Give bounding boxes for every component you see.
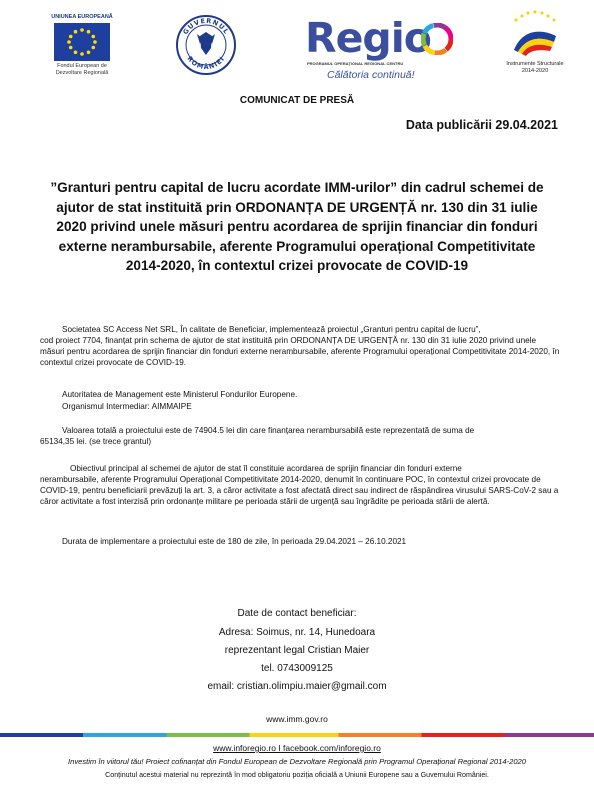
footer-links[interactable]: www.inforegio.ro I facebook.com/inforegio.ro: [213, 743, 381, 753]
contact-address: Adresa: Soimus, nr. 14, Hunedoara: [218, 627, 376, 638]
authority-line: Autoritatea de Management este Ministerul Fondurilor Europene.: [62, 390, 298, 399]
project-description-first-line: Societatea SC Access Net SRL, În calitate de Beneficiar, implementează proiectul „Granturi pentru capital de lucru”,: [62, 325, 481, 334]
government-seal-icon: [175, 14, 237, 76]
structural-instruments-icon: [500, 10, 570, 60]
regio-wordmark: Regio: [305, 14, 431, 62]
regio-logo: [305, 14, 455, 84]
objective-paragraph: [40, 463, 560, 507]
eu-logo-subtext-1: Fondul European de: [57, 63, 107, 69]
svg-text:ROMÂNIEI: ROMÂNIEI: [185, 54, 227, 72]
eu-logo: [44, 14, 120, 77]
contact-heading: Date de contact beneficiar:: [237, 608, 357, 619]
government-seal: [175, 14, 237, 76]
press-release-label: COMUNICAT DE PRESĂ: [239, 95, 355, 106]
eu-logo-subtext-2: Dezvoltare Regională: [55, 70, 109, 76]
project-description-paragraph: [40, 324, 560, 368]
contact-representative: reprezentant legal Cristian Maier: [224, 645, 370, 656]
footer-investment-line: Investim în viitorul tău! Proiect cofinanțat din Fondul European de Dezvoltare Regională prin Programul Operațional Regional 2014-2020: [67, 757, 526, 766]
contact-email[interactable]: email: cristian.olimpiu.maier@gmail.com: [207, 681, 387, 692]
intermediary-line: Organismul Intermediar: AIMMAIPE: [62, 402, 192, 411]
structural-instruments-caption: Instrumente Structurale 2014-2020: [506, 61, 564, 74]
regio-program-text: PROGRAMUL OPERAȚIONAL REGIONAL CENTRU: [307, 61, 404, 66]
project-value-paragraph: [40, 425, 560, 447]
footer-disclaimer: Conținutul acestui material nu reprezintă în mod obligatoriu poziția oficială a Uniunii Europene sau a Guvernului României.: [105, 771, 489, 779]
footer-color-bar: [0, 733, 594, 737]
svg-text:GUVERNUL: GUVERNUL: [181, 16, 231, 37]
eu-flag-icon: [54, 23, 110, 61]
project-value-line-1: Valoarea totală a proiectului este de 74904.5 lei din care finanțarea nerambursabilă este reprezentată de suma de: [62, 426, 475, 435]
regio-color-wheel-icon: [421, 23, 453, 55]
contact-phone: tel. 0743009125: [261, 663, 333, 674]
imm-website-link[interactable]: www.imm.gov.ro: [266, 714, 328, 724]
regio-tagline: Călătoria continuă!: [327, 69, 415, 81]
project-value-line-2: 65134,35 lei. (se trece grantul): [40, 437, 152, 446]
publication-date: Data publicării 29.04.2021: [405, 118, 558, 132]
document-headline: ”Granturi pentru capital de lucru acordate IMM-urilor” din cadrul schemei de ajutor de stat instituită prin ORDONANȚA DE URGENȚĂ nr. 130 din 31 iulie 2020 privind unele măsuri pentru acordarea de sprijin financiar din fonduri externe nerambursabile, aferente Programului operațional Competitivitate 2014-2020, în contextul crizei provocate de COVID-19: [50, 180, 544, 274]
objective-first-line: Obiectivul principal al schemei de ajutor de stat îl constituie acordarea de sprijin financiar din fonduri externe: [70, 464, 462, 473]
project-description-rest: cod proiect 7704, finanțat prin schema de ajutor de stat instituită prin ORDONANȚA DE URGENȚĂ nr. 130 din 31 iulie 2020 privind unele măsuri pentru acordarea de sprijin financiar din fonduri externe nerambursabile, aferente Programului operațional Competitivitate 2014-2020, în contextul crizei provocate de COVID-19.: [40, 336, 560, 367]
structural-instruments-logo: [500, 10, 570, 80]
eu-logo-top-text: UNIUNEA EUROPEANĂ: [51, 14, 113, 20]
duration-line: Durata de implementare a proiectului este de 180 de zile, în perioada 29.04.2021 – 26.10.2021: [62, 537, 407, 546]
objective-rest: nerambursabile, aferente Programului Operațional Competitivitate 2014-2020, denumit în continuare POC, în contextul crizei provocate de COVID-19, pentru beneficiarii prevăzuți la art. 3, a căror activitate a fost afectată direct sau indirect de răspândirea virusului SARS-CoV-2 sau a căror activitate a fost interzisă prin ordonanțe militare pe perioada stării de urgență sau îngrădite pe perioada stării de alertă.: [40, 475, 559, 506]
